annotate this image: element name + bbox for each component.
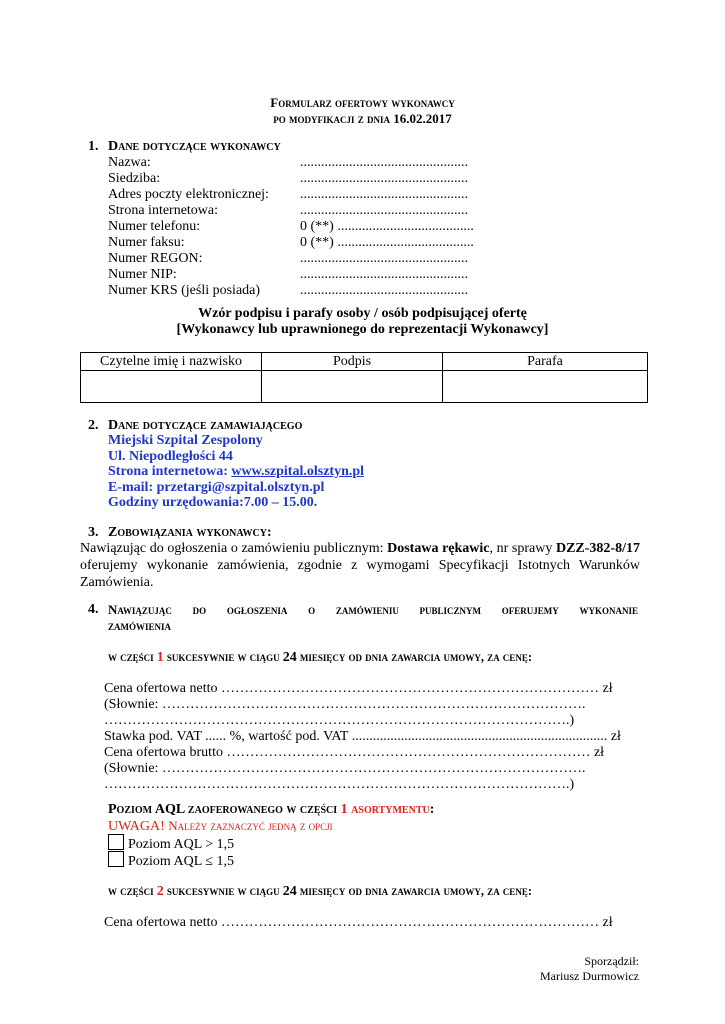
assortment-text: asortymentu <box>347 802 430 817</box>
field-value[interactable]: ................................................ <box>300 171 468 186</box>
buyer-email[interactable]: E-mail: przetargi@szpital.olsztyn.pl <box>108 480 325 495</box>
months-count: 24 <box>282 884 297 899</box>
field-value[interactable]: ................................................ <box>300 251 468 266</box>
text-part: , nr sprawy <box>489 541 556 556</box>
website-link[interactable]: www.szpital.olsztyn.pl <box>231 464 365 479</box>
heading-text: Poziom <box>108 802 155 817</box>
field-value[interactable]: ................................................ <box>300 203 468 218</box>
case-number: DZZ-382-8/17 <box>555 541 640 556</box>
subject-name: Dostawa rękawic <box>387 541 490 556</box>
column-initials: Parafa <box>443 353 648 371</box>
prepared-by-name: Mariusz Durmowicz <box>540 969 639 983</box>
heading-text: sukcesywnie w ciągu <box>163 650 283 664</box>
column-signature: Podpis <box>262 353 443 371</box>
price-line[interactable]: ……………………………………………………………………………………….) <box>104 713 575 728</box>
field-value[interactable]: ................................................ <box>300 283 468 298</box>
colon: : <box>429 802 435 817</box>
price-line[interactable]: (Słownie: ………………………………………………………………………………. <box>104 761 586 776</box>
warning-label: UWAGA! <box>108 819 169 834</box>
part-number: 1 <box>156 650 164 665</box>
section4-title-cont: zamówienia <box>108 618 172 633</box>
part2-heading <box>108 884 532 900</box>
heading-text: sukcesywnie w ciągu <box>163 884 283 898</box>
checkbox-icon[interactable] <box>108 834 124 850</box>
buyer-website <box>108 464 364 480</box>
field-value[interactable]: ................................................ <box>300 267 468 282</box>
price-line[interactable]: Cena ofertowa brutto …………………………………………………………………… zł <box>104 745 605 760</box>
section3-title: Zobowiązania wykonawcy: <box>108 525 272 540</box>
section3-number: 3. <box>88 525 99 540</box>
field-value[interactable]: 0 (**) ....................................... <box>300 219 474 234</box>
price-line[interactable]: Cena ofertowa netto ……………………………………………………………………… zł <box>104 681 613 696</box>
months-count: 24 <box>282 650 297 665</box>
price-line[interactable]: ……………………………………………………………………………………….) <box>104 777 575 792</box>
heading-text: w części <box>108 884 157 898</box>
field-value[interactable]: 0 (**) ....................................... <box>300 235 474 250</box>
field-label: Numer KRS (jeśli posiada) <box>108 283 261 298</box>
section2-number: 2. <box>88 418 99 433</box>
buyer-name: Miejski Szpital Zespolony <box>108 433 263 448</box>
heading-text: miesięcy od dnia zawarcia umowy, za cenę: <box>296 884 532 898</box>
buyer-hours: Godziny urzędowania:7.00 – 15.00. <box>108 495 318 510</box>
initials-cell[interactable] <box>443 371 648 403</box>
subtitle-date: 16.02.2017 <box>393 111 452 126</box>
aql-heading <box>108 802 434 818</box>
aql-text: AQL <box>154 802 185 817</box>
heading-text: miesięcy od dnia zawarcia umowy, za cenę: <box>296 650 532 664</box>
heading-text: zaoferowanego w części <box>184 802 341 817</box>
signature-table <box>80 352 648 403</box>
text-part: Nawiązując do ogłoszenia o zamówieniu publicznym: <box>80 541 388 556</box>
signature-heading: Wzór podpisu i parafy osoby / osób podpisującej ofertę <box>198 306 527 321</box>
signature-subheading: [Wykonawcy lub uprawnionego do reprezentacji Wykonawcy] <box>176 322 549 337</box>
option-label: Poziom AQL > 1,5 <box>128 837 235 852</box>
form-title: Formularz ofertowy wykonawcy <box>270 95 455 110</box>
price-line[interactable]: Stawka pod. VAT ...... %, wartość pod. VAT ......................................................................... zł <box>104 729 621 744</box>
subtitle-prefix: po modyfikacji z dnia <box>273 111 390 126</box>
field-label: Numer REGON: <box>108 251 203 266</box>
option-label: Poziom AQL ≤ 1,5 <box>128 854 234 869</box>
field-value[interactable]: ................................................ <box>300 155 468 170</box>
field-label: Nazwa: <box>108 155 151 170</box>
field-label: Siedziba: <box>108 171 161 186</box>
name-cell[interactable] <box>81 371 262 403</box>
part1-heading <box>108 650 532 666</box>
field-label: Numer NIP: <box>108 267 177 282</box>
section1-title: Dane dotyczące wykonawcy <box>108 139 281 154</box>
field-value[interactable]: ................................................ <box>300 187 468 202</box>
field-label: Numer faksu: <box>108 235 185 250</box>
prepared-by-label: Sporządził: <box>584 954 639 968</box>
section4-number: 4. <box>88 602 99 617</box>
form-subtitle <box>0 111 725 127</box>
text-part: oferujemy wykonanie zamówienia, zgodnie z wymogami Specyfikacji Istotnych Warunków Zamówienia. <box>80 558 640 590</box>
part-number: 1 <box>340 802 348 817</box>
field-label: Adres poczty elektronicznej: <box>108 187 269 202</box>
warning-text: Należy zaznaczyć jedną z opcji <box>168 818 333 833</box>
aql-option-2[interactable] <box>108 851 234 870</box>
section2-title: Dane dotyczące zamawiającego <box>108 418 303 433</box>
website-label: Strona internetowa: <box>108 464 232 479</box>
signature-cell[interactable] <box>262 371 443 403</box>
aql-warning <box>108 818 333 835</box>
part-number: 2 <box>156 884 164 899</box>
price-line[interactable]: (Słownie: ………………………………………………………………………………. <box>104 697 586 712</box>
column-name: Czytelne imię i nazwisko <box>81 353 262 371</box>
section4-title: Nawiązując do ogłoszenia o zamówieniu publicznym oferujemy wykonanie <box>108 602 638 617</box>
section1-number: 1. <box>88 139 99 154</box>
field-label: Numer telefonu: <box>108 219 201 234</box>
buyer-street: Ul. Niepodległości 44 <box>108 449 233 464</box>
section3-text <box>80 540 640 591</box>
checkbox-icon[interactable] <box>108 851 124 867</box>
field-label: Strona internetowa: <box>108 203 219 218</box>
heading-text: w części <box>108 650 157 664</box>
part2-price-net: Cena ofertowa netto ……………………………………………………………………… zł <box>104 915 613 930</box>
